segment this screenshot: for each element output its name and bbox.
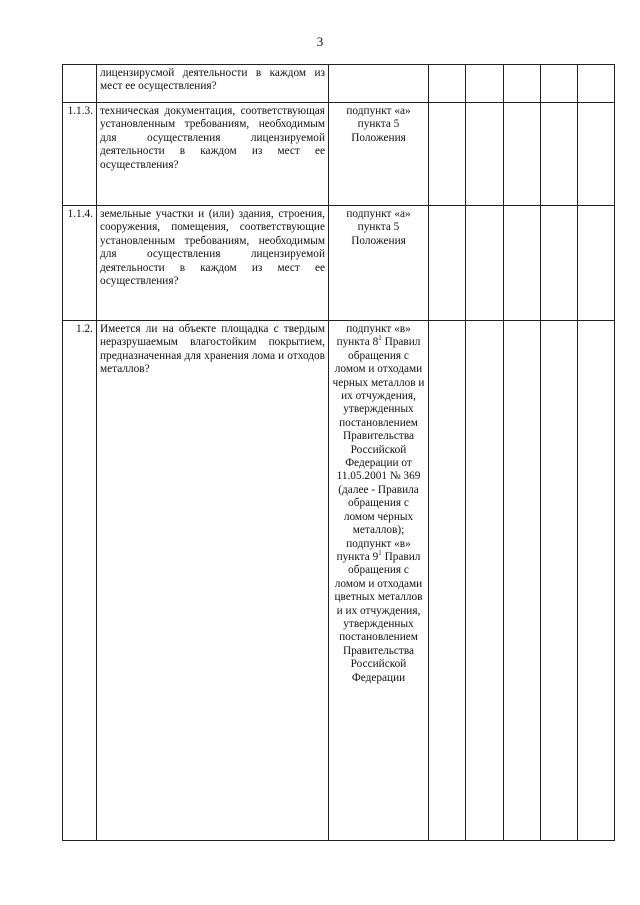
answer-cell bbox=[429, 65, 466, 103]
answer-cell bbox=[504, 103, 541, 206]
answer-cell bbox=[541, 206, 578, 321]
footnote-superscript: 1 bbox=[378, 334, 382, 343]
answer-cell bbox=[466, 321, 504, 841]
answer-cell bbox=[429, 206, 466, 321]
answer-cell bbox=[429, 321, 466, 841]
answer-cell bbox=[504, 206, 541, 321]
answer-cell bbox=[466, 65, 504, 103]
question-text: лицензирусмой деятельности в каждом из мест ее осуществления? bbox=[97, 65, 329, 103]
question-text: Имеется ли на объекте площадка с твердым неразрушаемым влагостойким покрытием, предназначенная для хранения лома и отходов металлов? bbox=[97, 321, 329, 841]
question-text: земельные участки и (или) здания, строения, сооружения, помещения, соответствующие установленным требованиям, необходимым для осуществления лицензируемой деятельности в каждом из мест ее осуществления? bbox=[97, 206, 329, 321]
answer-cell bbox=[504, 65, 541, 103]
answer-cell bbox=[578, 321, 615, 841]
answer-cell bbox=[578, 65, 615, 103]
reference-text: Правил обращения с ломом и отходами черных металлов и их отчуждения, утвержденных постановлением Правительства Российской Федерации от 11.05.2001 № 369 (далее - Правила обращения с ломом черных металлов); подпункт «в» пункта 9 bbox=[332, 336, 425, 563]
answer-cell bbox=[578, 103, 615, 206]
reference-text: Правил обращения с ломом и отходами цветных металлов и их отчуждения, утвержденных постановлением Правительства Российской Федерации bbox=[334, 550, 423, 684]
answer-cell bbox=[578, 206, 615, 321]
table-row bbox=[63, 65, 615, 103]
legal-reference: подпункт «а» пункта 5 Положения bbox=[329, 206, 429, 321]
answer-cell bbox=[429, 103, 466, 206]
table-row bbox=[63, 206, 615, 321]
table-row bbox=[63, 321, 615, 841]
question-text: техническая документация, соответствующая установленным требованиям, необходимым для осуществления лицензируемой деятельности в каждом из мест ее осуществления? bbox=[97, 103, 329, 206]
answer-cell bbox=[466, 206, 504, 321]
row-number: 1.2. bbox=[63, 321, 97, 841]
answer-cell bbox=[541, 65, 578, 103]
legal-reference bbox=[329, 65, 429, 103]
answer-cell bbox=[504, 321, 541, 841]
legal-reference: подпункт «а» пункта 5 Положения bbox=[329, 103, 429, 206]
row-number bbox=[63, 65, 97, 103]
answer-cell bbox=[541, 103, 578, 206]
footnote-superscript: 1 bbox=[378, 549, 382, 558]
page-number: 3 bbox=[316, 34, 324, 49]
checklist-table bbox=[62, 64, 615, 841]
answer-cell bbox=[541, 321, 578, 841]
row-number: 1.1.4. bbox=[63, 206, 97, 321]
reference-text: подпункт «в» пункта 8 bbox=[336, 323, 411, 349]
row-number: 1.1.3. bbox=[63, 103, 97, 206]
legal-reference bbox=[329, 321, 429, 841]
answer-cell bbox=[466, 103, 504, 206]
table-row bbox=[63, 103, 615, 206]
